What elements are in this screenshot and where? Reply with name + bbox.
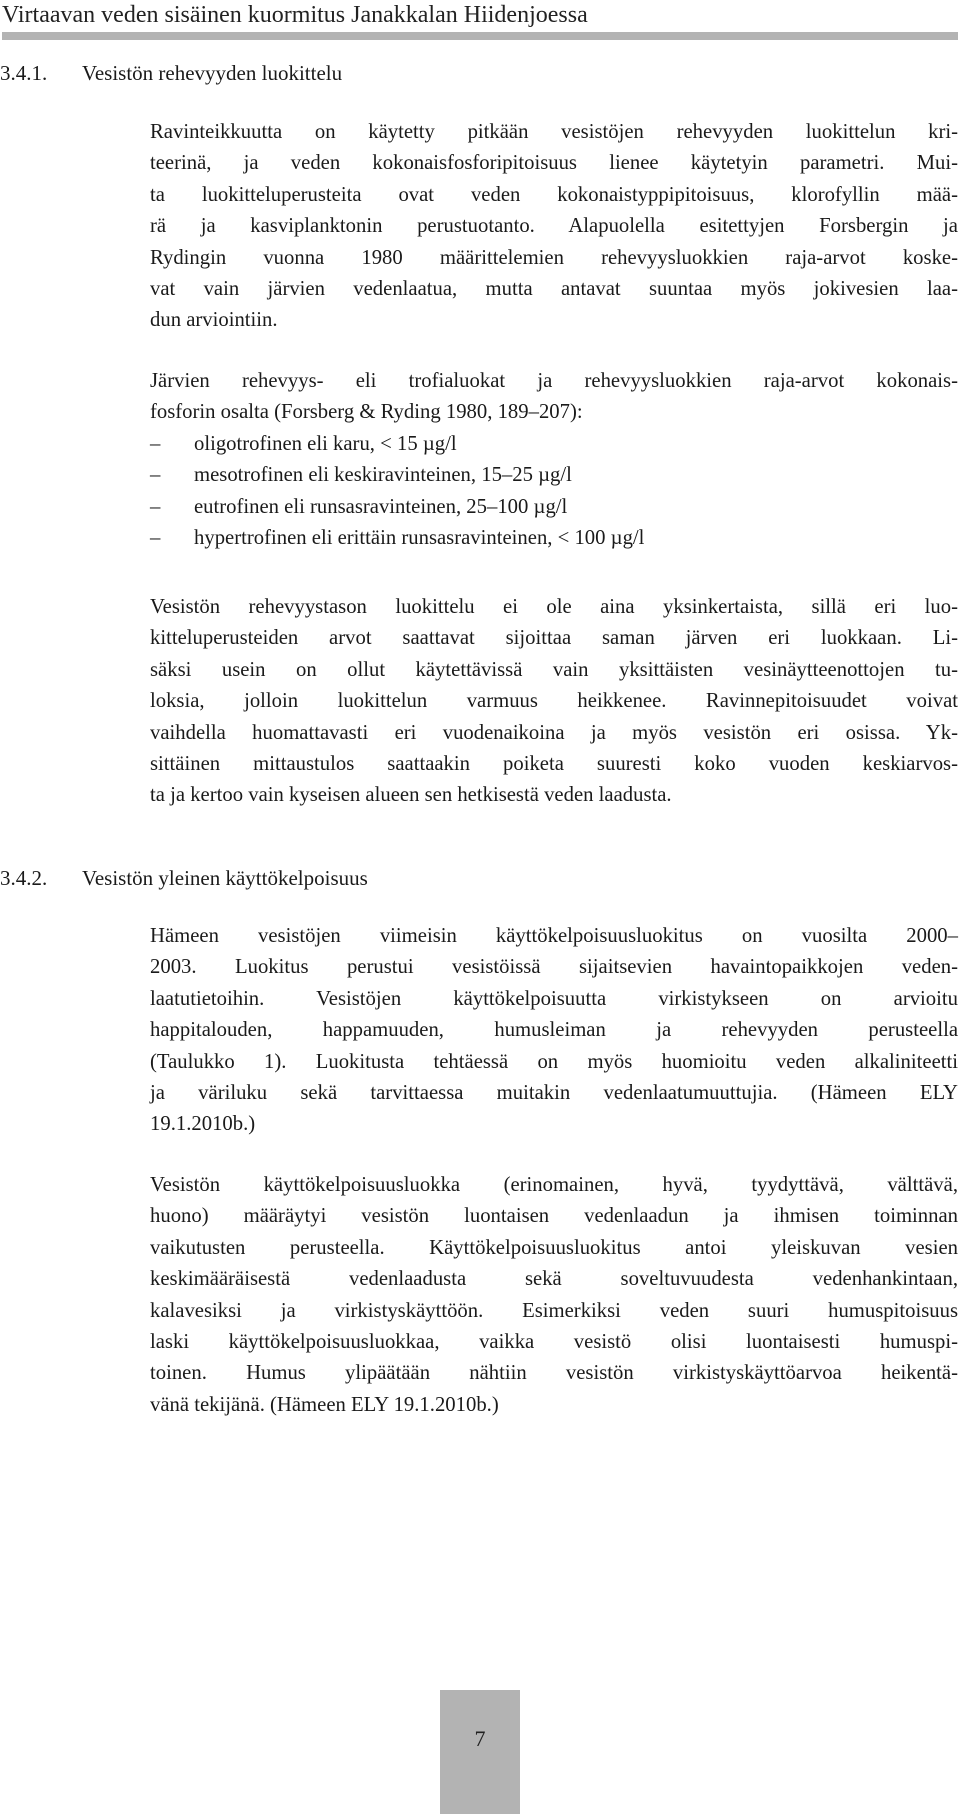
text-line: kalavesiksi ja virkistyskäyttöön. Esimerkiksi veden suuri humuspitoisuus [150,1299,958,1322]
text-line: 19.1.2010b.) [150,1113,256,1136]
text-line: vaikutusten perusteella. Käyttökelpoisuusluokitus antoi yleiskuvan vesien [150,1236,958,1259]
page-number: 7 [474,1726,486,1751]
text-line: ja väriluku sekä tarvittaessa muitakin vedenlaatumuuttujia. (Hämeen ELY [150,1082,958,1105]
text-line: Vesistön rehevyystason luokittelu ei ole aina yksinkertaista, sillä eri luo- [150,596,958,618]
text-line: sittäinen mittaustulos saattaakin poiketa suuresti koko vuoden keskiarvos- [150,753,958,776]
text-line: fosforin osalta (Forsberg & Ryding 1980, 189–207): [150,401,583,424]
text-line: ta ja kertoo vain kyseisen alueen sen hetkisestä veden laadusta. [150,784,672,807]
list-item [150,523,850,554]
paragraph-kayttokelpoisuusluokka [150,1170,960,1421]
section-title: Vesistön yleinen käyttökelpoisuus [82,866,368,890]
section-heading-3-4-2 [0,864,368,892]
text-line: toinen. Humus ylipäätään nähtiin vesistön virkistyskäyttöarvoa heikentä- [150,1362,958,1385]
list-item-text: eutrofinen eli runsasravinteinen, 25–100 µg/l [194,495,568,518]
text-line: vänä tekijänä. (Hämeen ELY 19.1.2010b.) [150,1393,499,1416]
text-line: Rydingin vuonna 1980 määrittelemien rehevyysluokkien raja-arvot koske- [150,246,958,269]
dash-bullet: – [150,464,161,487]
text-line: Järvien rehevyys- eli trofialuokat ja rehevyysluokkien raja-arvot kokonais- [150,370,958,392]
text-line: vat vain järvien vedenlaatua, mutta antavat suuntaa myös jokivesien laa- [150,278,958,301]
text-line: säksi usein on ollut käytettävissä vain yksittäisten vesinäytteenottojen tu- [150,658,958,681]
text-line: (Taulukko 1). Luokitusta tehtäessä on myös huomioitu veden alkaliniteetti [150,1050,958,1073]
text-line: 2003. Luokitus perustui vesistöissä sijaitsevien havaintopaikkojen veden- [150,956,958,979]
paragraph-rehevyys-intro [150,117,960,337]
page-number-box [440,1690,520,1814]
dash-bullet: – [150,495,161,518]
text-line: Vesistön käyttökelpoisuusluokka (erinomainen, hyvä, tyydyttävä, välttävä, [150,1174,958,1196]
running-header-title: Virtaavan veden sisäinen kuormitus Janakkalan Hiidenjoessa [2,2,588,28]
list-item [150,460,850,491]
text-line: rä ja kasviplanktonin perustuotanto. Alapuolella esitettyjen Forsbergin ja [150,215,958,238]
list-item [150,492,850,523]
trophic-class-list [150,429,850,555]
text-line: vaihdella huomattavasti eri vuodenaikoina ja myös vesistön eri osissa. Yk- [150,721,958,744]
text-line: loksia, jolloin luokittelun varmuus heikkenee. Ravinnepitoisuudet voivat [150,690,958,713]
text-line: teerinä, ja veden kokonaisfosforipitoisuus lienee käytetyin parametri. Mui- [150,152,958,175]
text-line: happitalouden, happamuuden, humusleiman ja rehevyyden perusteella [150,1019,958,1042]
text-line: laski käyttökelpoisuusluokkaa, vaikka vesistö olisi luontaisesti humuspi- [150,1331,958,1354]
paragraph-trofialuokat [150,366,960,429]
text-line: Ravinteikkuutta on käytetty pitkään vesistöjen rehevyyden luokittelun kri- [150,121,958,143]
paragraph-luokittelu [150,592,960,812]
paragraph-kayttokelpoisuusluokitus [150,921,960,1141]
text-line: dun arviointiin. [150,309,278,332]
text-line: kitteluperusteiden arvot saattavat sijoittaa saman järven eri luokkaan. Li- [150,627,958,650]
section-number: 3.4.2. [0,866,48,890]
dash-bullet: – [150,433,161,455]
section-title: Vesistön rehevyyden luokittelu [82,61,343,85]
list-item-text: mesotrofinen eli keskiravinteinen, 15–25 µg/l [194,464,572,487]
text-line: Hämeen vesistöjen viimeisin käyttökelpoisuusluokitus on vuosilta 2000– [150,925,958,947]
list-item [150,429,850,460]
text-line: ta luokitteluperusteita ovat veden kokonaistyppipitoisuus, klorofyllin mää- [150,183,958,206]
list-item-text: oligotrofinen eli karu, < 15 µg/l [194,433,457,455]
list-item-text: hypertrofinen eli erittäin runsasravinteinen, < 100 µg/l [194,527,645,550]
text-line: keskimääräisestä vedenlaadusta sekä soveltuvuudesta vedenhankintaan, [150,1268,958,1291]
dash-bullet: – [150,527,161,550]
header-rule [2,32,958,40]
section-number: 3.4.1. [0,61,48,85]
running-header [2,0,958,42]
text-line: huono) määräytyi vesistön luontaisen vedenlaadun ja ihmisen toiminnan [150,1205,958,1228]
section-heading-3-4-1 [0,59,342,87]
text-line: laatutietoihin. Vesistöjen käyttökelpoisuutta virkistykseen on arvioitu [150,987,958,1010]
